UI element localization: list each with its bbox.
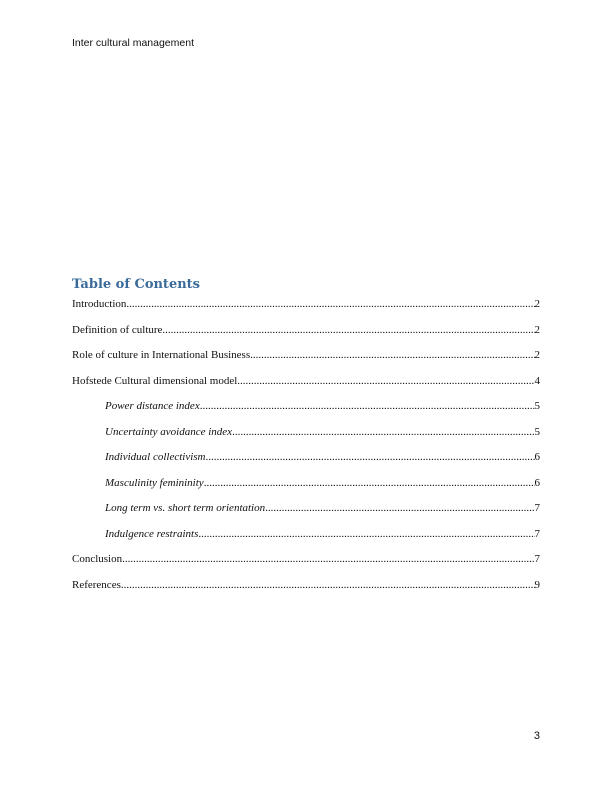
toc-entry-page: 2 [534,323,540,336]
toc-entry-title: Indulgence restraints [105,527,199,540]
toc-entry-title: Definition of culture [72,323,163,336]
toc-entry-page: 7 [534,553,540,565]
toc-entry-masculinity-femininity[interactable] [105,475,540,491]
toc-entry-page: 2 [534,349,540,361]
toc-leader [232,424,534,440]
toc-entry-page: 4 [534,374,540,387]
toc-leader [121,577,535,593]
toc-entry-definition-of-culture[interactable] [72,322,540,338]
toc-entry-page: 5 [534,400,540,412]
toc-leader [122,551,534,567]
toc-entry-uncertainty-avoidance[interactable] [105,424,540,440]
toc-entry-conclusion[interactable] [72,551,540,567]
toc-entry-title: Introduction [72,298,127,310]
toc-entry-title: Hofstede Cultural dimensional model [72,374,238,387]
toc-entry-references[interactable] [72,577,540,593]
toc-leader [250,347,534,363]
toc-entry-title: Conclusion [72,553,123,565]
toc-leader [200,398,535,414]
toc-leader [206,449,535,465]
toc-entry-page: 5 [534,425,540,438]
page-number: 3 [533,730,540,742]
toc-heading: Table of Contents [72,277,200,292]
toc-entry-title: Masculinity femininity [105,476,204,489]
toc-leader [126,296,534,312]
toc-leader [237,373,534,389]
toc-entry-introduction[interactable] [72,296,540,312]
toc-entry-title: Uncertainty avoidance index [105,425,233,438]
toc-entry-title: Long term vs. short term orientation [105,502,266,514]
toc-entry-page: 7 [534,527,540,540]
toc-entry-page: 6 [534,476,540,489]
toc-entry-title: Individual collectivism [105,451,206,463]
toc-entry-long-term-orientation[interactable] [105,500,540,516]
toc-entry-hofstede-model[interactable] [72,373,540,389]
running-header: Inter cultural management [72,37,194,49]
toc-leader [204,475,535,491]
toc-entry-page: 9 [534,578,540,591]
toc-entry-title: Power distance index [105,400,200,412]
toc-entry-individual-collectivism[interactable] [105,449,540,465]
toc-entry-title: Role of culture in International Business [72,349,251,361]
toc-entry-power-distance[interactable] [105,398,540,414]
toc-entry-page: 2 [534,298,540,310]
toc-entry-page: 7 [534,502,540,514]
toc-leader [162,322,534,338]
toc-leader [265,500,534,516]
toc-entry-role-of-culture[interactable] [72,347,540,363]
toc-entry-page: 6 [534,451,540,463]
toc-leader [198,526,534,542]
toc-entry-indulgence-restraints[interactable] [105,526,540,542]
toc-entry-title: References [72,578,121,591]
